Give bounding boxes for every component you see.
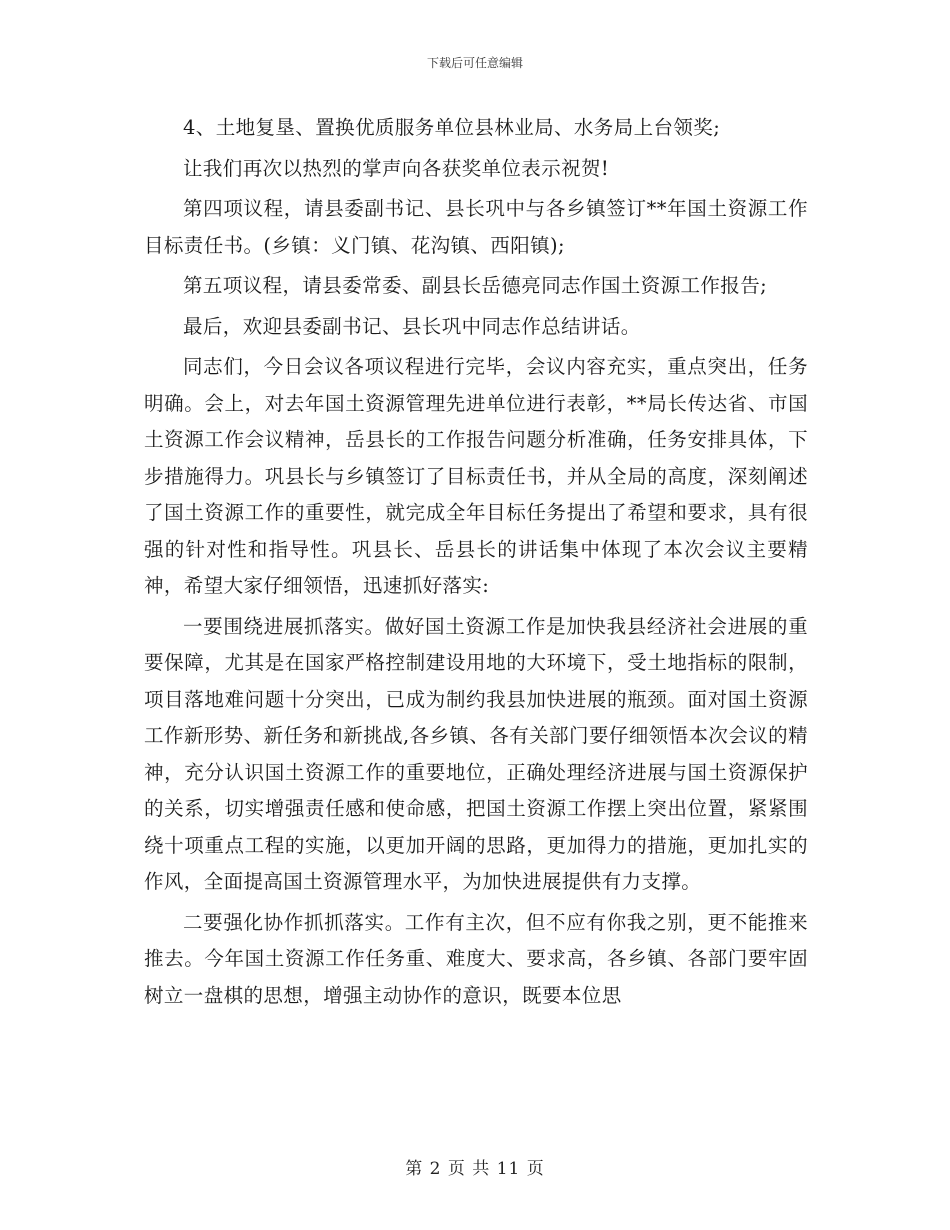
paragraph-point-two: 二要强化协作抓抓落实。工作有主次，但不应有你我之别，更不能推来推去。今年国土资源工作任务重、难度大、要求高，各乡镇、各部门要牢固树立一盘棋的思想，增强主动协作的意识，既要本位思	[144, 910, 808, 1007]
paragraph-agenda-item-5: 第五项议程，请县委常委、副县长岳德亮同志作国土资源工作报告;	[183, 274, 768, 297]
paragraph-final-agenda: 最后，欢迎县委副书记、县长巩中同志作总结讲话。	[183, 314, 641, 338]
paragraph-agenda-item-4: 第四项议程，请县委副书记、县长巩中与各乡镇签订**年国土资源工作目标责任书。(乡镇：义门镇、花沟镇、西阳镇);	[144, 197, 808, 257]
paragraph-congratulations: 让我们再次以热烈的掌声向各获奖单位表示祝贺!	[183, 156, 610, 180]
paragraph-award-item-4: 4、土地复垦、置换优质服务单位县林业局、水务局上台领奖;	[183, 116, 721, 139]
page-number: 第 2 页 共 11 页	[405, 1159, 545, 1179]
paragraph-point-one: 一要围绕进展抓落实。做好国土资源工作是加快我县经济社会进展的重要保障，尤其是在国家严格控制建设用地的大环境下，受土地指标的限制，项目落地难问题十分突出，已成为制约我县加快进展的瓶颈。面对国土资源工作新形势、新任务和新挑战,各乡镇、各有关部门要仔细领悟本次会议的精神，充分认识国土资源工作的重要地位，正确处理经济进展与国土资源保护的关系，切实增强责任感和使命感，把国土资源工作摆上突出位置，紧紧围绕十项重点工程的实施，以更加开阔的思路，更加得力的措施，更加扎实的作风，全面提高国土资源管理水平，为加快进展提供有力支撑。	[144, 614, 808, 893]
paragraph-meeting-summary: 同志们，今日会议各项议程进行完毕，会议内容充实，重点突出，任务明确。会上，对去年国土资源管理先进单位进行表彰，**局长传达省、市国土资源工作会议精神，岳县长的工作报告问题分析准确，任务安排具体，下步措施得力。巩县长与乡镇签订了目标责任书，并从全局的高度，深刻阐述了国土资源工作的重要性，就完成全年目标任务提出了希望和要求，具有很强的针对性和指导性。巩县长、岳县长的讲话集中体现了本次会议主要精神，希望大家仔细领悟，迅速抓好落实:	[144, 355, 808, 597]
header-note: 下载后可任意编辑	[426, 56, 523, 70]
document-body	[144, 110, 808, 1018]
